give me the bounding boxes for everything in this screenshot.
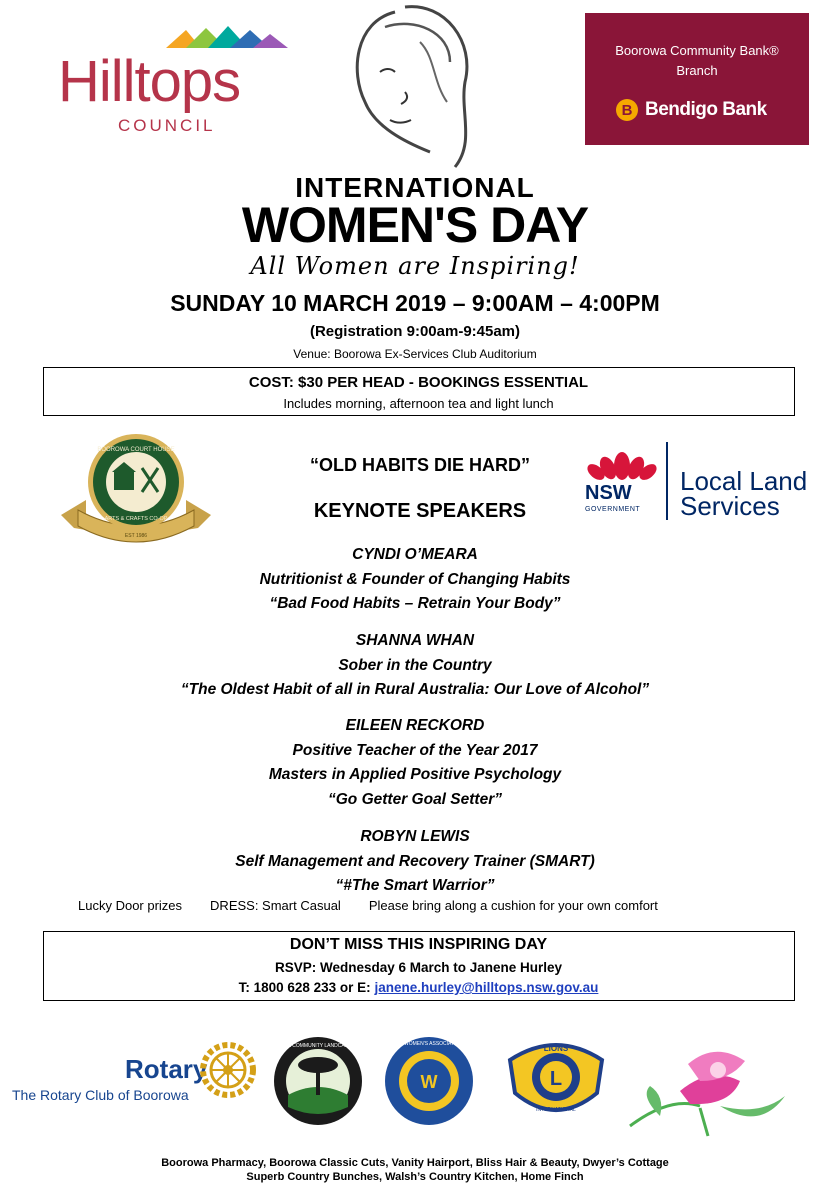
cost-includes: Includes morning, afternoon tea and light lunch: [283, 396, 554, 411]
speaker-name: CYNDI O’MEARA: [352, 546, 478, 563]
lions-badge-subtext: INTERNATIONAL: [536, 1107, 576, 1113]
speaker-name: ROBYN LEWIS: [360, 828, 470, 845]
speaker-detail: “#The Smart Warrior”: [335, 877, 495, 894]
svg-text:B: B: [621, 102, 633, 119]
speaker-block: [60, 714, 770, 812]
local-land-services-logo: [580, 436, 830, 526]
bendigo-bank-logo: [585, 13, 809, 145]
lions-club-badge-icon: [505, 1035, 607, 1123]
rsvp-title: DON’T MISS THIS INSPIRING DAY: [289, 936, 548, 953]
rsvp-deadline: RSVP: Wednesday 6 March to Janene Hurley: [274, 960, 563, 975]
waratah-flower-icon: [582, 436, 662, 484]
bank-branch-label: Branch: [676, 63, 718, 78]
dress-code: DRESS: Smart Casual: [210, 898, 341, 913]
lls-divider: [666, 442, 668, 520]
lions-badge-text: LIONS: [543, 1044, 569, 1053]
womens-network-flower-icon: [620, 1036, 790, 1140]
keynote-heading: KEYNOTE SPEAKERS: [313, 500, 527, 522]
speaker-detail: “The Oldest Habit of all in Rural Australia: Our Love of Alcohol”: [180, 681, 650, 698]
rsvp-email-link[interactable]: janene.hurley@hilltops.nsw.gov.au: [374, 980, 599, 995]
bank-name: Bendigo Bank: [645, 99, 767, 120]
speaker-name: EILEEN RECKORD: [345, 717, 485, 734]
rsvp-phone: T: 1800 628 233 or E:: [238, 980, 375, 995]
event-title-line1: INTERNATIONAL: [295, 172, 535, 203]
rsvp-contact: [44, 980, 793, 995]
sponsors-line: Superb Country Bunches, Walsh’s Country Kitchen, Home Finch: [246, 1171, 584, 1183]
bank-branch-name: Boorowa Community Bank®: [615, 43, 779, 58]
speaker-block: [60, 825, 770, 899]
bank-name-row: [615, 95, 785, 125]
speaker-detail: Nutritionist & Founder of Changing Habits: [259, 570, 571, 588]
lls-line1: Local Land: [680, 466, 808, 496]
nsw-government-label: GOVERNMENT: [585, 506, 641, 513]
sponsors-line: Boorowa Pharmacy, Boorowa Classic Cuts, Vanity Hairport, Bliss Hair & Beauty, Dwyer’s Cottage: [161, 1157, 669, 1169]
rsvp-box: [43, 931, 795, 1001]
cost-box: [43, 367, 795, 416]
hilltops-council-label: COUNCIL: [118, 116, 216, 135]
woman-face-icon: [335, 2, 485, 172]
cwa-badge-icon: [378, 1035, 480, 1127]
lucky-door-prizes: Lucky Door prizes: [78, 898, 183, 913]
court-badge-subtext: ARTS & CRAFTS CO-OP: [104, 516, 168, 522]
bendigo-b-icon: [615, 98, 639, 122]
event-venue: Venue: Boorowa Ex-Services Club Auditorium: [293, 347, 537, 361]
event-registration: (Registration 9:00am-9:45am): [309, 323, 521, 340]
event-tagline: All Women are Inspiring!: [250, 252, 580, 280]
event-title-line2: WOMEN'S DAY: [241, 197, 589, 253]
rotary-club-name: The Rotary Club of Boorowa: [12, 1087, 189, 1103]
svg-text:L: L: [549, 1068, 563, 1090]
speaker-detail: Positive Teacher of the Year 2017: [292, 741, 538, 759]
hilltops-wordmark: Hilltops: [58, 49, 241, 114]
speaker-block: [60, 543, 770, 617]
court-badge-est: EST 1986: [124, 533, 148, 539]
cost-title: COST: $30 PER HEAD - BOOKINGS ESSENTIAL: [248, 374, 589, 391]
event-date-time: SUNDAY 10 MARCH 2019 – 9:00AM – 4:00PM: [170, 290, 660, 316]
speaker-detail: “Bad Food Habits – Retrain Your Body”: [269, 595, 561, 612]
cushion-note: Please bring along a cushion for your own comfort: [368, 898, 658, 913]
court-house-badge-icon: [56, 430, 216, 550]
speaker-block: [60, 629, 770, 703]
landcare-badge-text: BOOROWA COMMUNITY LANDCARE GROUP: [264, 1043, 372, 1049]
sponsors-list: [60, 1156, 770, 1184]
speaker-detail: Sober in the Country: [338, 656, 492, 674]
court-badge-text: BOOROWA COURT HOUSE: [97, 447, 175, 453]
speaker-detail: Masters in Applied Positive Psychology: [268, 766, 562, 783]
speaker-name: SHANNA WHAN: [355, 632, 475, 649]
rotary-wheel-icon: [200, 1042, 256, 1098]
rotary-wordmark: Rotary: [125, 1054, 208, 1084]
cwa-badge-text: COUNTRY WOMEN'S ASSOCIATION N.S.W.: [378, 1041, 480, 1047]
nsw-wordmark: NSW: [585, 482, 632, 504]
svg-text:W: W: [420, 1072, 438, 1092]
speaker-detail: Self Management and Recovery Trainer (SMART): [235, 852, 595, 870]
speaker-detail: “Go Getter Goal Setter”: [328, 790, 502, 808]
event-theme: “OLD HABITS DIE HARD”: [310, 455, 530, 475]
misc-info-row: [78, 898, 778, 913]
landcare-group-badge-icon: [264, 1035, 372, 1127]
lls-line2: Services: [680, 491, 780, 521]
